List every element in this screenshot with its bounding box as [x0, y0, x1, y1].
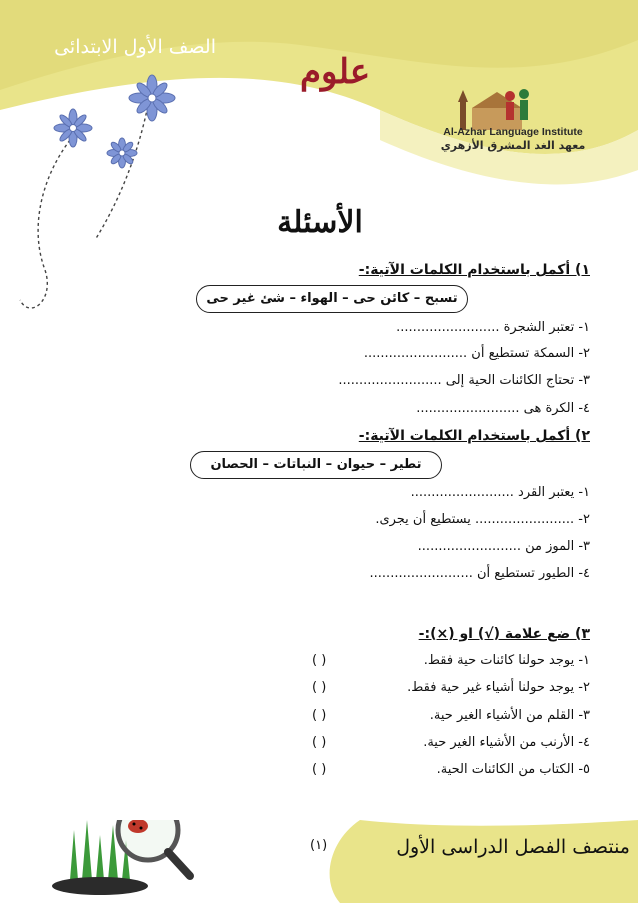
q1-item-4: ٤- الكرة هى ......................... — [416, 401, 590, 416]
grade-label: الصف الأول الابتدائى — [54, 36, 216, 58]
q3-answer-4[interactable]: ( ) — [312, 735, 327, 750]
q3-answer-1[interactable]: ( ) — [312, 653, 327, 668]
term-label: منتصف الفصل الدراسى الأول — [396, 836, 630, 858]
q3-answer-2[interactable]: ( ) — [312, 680, 327, 695]
q3-item-3: ٣- القلم من الأشياء الغير حية. — [429, 708, 590, 723]
q3-answer-3[interactable]: ( ) — [312, 708, 327, 723]
q3-item-1: ١- يوجد حولنا كائنات حية فقط. — [423, 653, 590, 668]
q2-item-3: ٣- الموز من ......................... — [417, 539, 590, 554]
q2-item-4: ٤- الطيور تستطيع أن ......................... — [369, 566, 590, 581]
q1-heading: ١) أكمل باستخدام الكلمات الآتية:- — [358, 262, 590, 278]
q1-item-2: ٢- السمكة تستطيع أن ......................... — [363, 346, 590, 361]
q1-word-bank: تسبح – كائن حى – الهواء – شئ غير حى — [196, 285, 468, 313]
subject-title: علوم — [300, 52, 371, 92]
institute-name-ar: معهد الغد المشرق الأزهري — [440, 139, 586, 152]
q2-heading: ٢) أكمل باستخدام الكلمات الآتية:- — [358, 428, 590, 444]
footer-background — [0, 820, 638, 903]
page-number: (١) — [310, 838, 328, 853]
page-title: الأسئلة — [277, 205, 363, 240]
institute-name-en: Al-Azhar Language Institute — [443, 126, 583, 138]
q2-word-bank: تطير – حيوان – النباتات – الحصان — [190, 451, 442, 479]
q3-heading: ٣) ضع علامة (√) او (×):- — [418, 626, 590, 642]
q3-answer-5[interactable]: ( ) — [312, 762, 327, 777]
q3-item-5: ٥- الكتاب من الكائنات الحية. — [436, 762, 590, 777]
q3-item-2: ٢- يوجد حولنا أشياء غير حية فقط. — [407, 680, 590, 695]
q3-item-4: ٤- الأرنب من الأشياء الغير حية. — [423, 735, 590, 750]
q2-item-1: ١- يعتبر القرد ......................... — [410, 485, 590, 500]
q1-item-1: ١- تعتبر الشجرة ......................... — [396, 320, 590, 335]
q2-item-2: ٢- ........................ يستطيع أن يجرى. — [375, 512, 590, 527]
q1-item-3: ٣- تحتاج الكائنات الحية إلى ......................... — [338, 373, 590, 388]
